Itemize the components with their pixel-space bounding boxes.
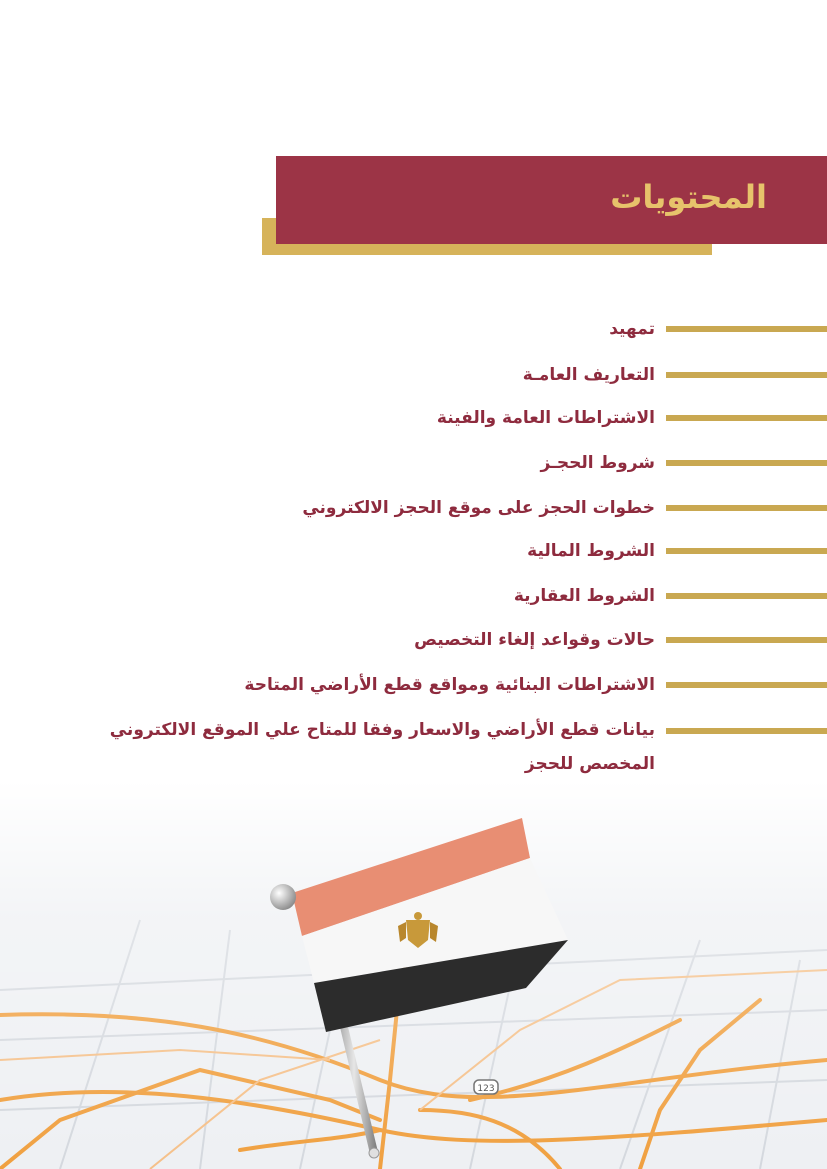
toc-leader-line [666,637,827,643]
toc-item-label: تمهيد [609,319,655,339]
toc-leader-line [666,460,827,466]
toc-item-label: الشروط المالية [527,541,655,561]
toc-item-cancellation-rules[interactable] [0,626,827,656]
toc-item-financial-terms[interactable] [0,537,827,567]
toc-leader-line [666,593,827,599]
toc-item-land-data-prices[interactable] [0,717,827,777]
toc-leader-line [666,415,827,421]
toc-item-introduction[interactable] [0,315,827,345]
map-illustration [0,780,827,1169]
toc-item-label: الاشتراطات البنائية ومواقع قطع الأراضي المتاحة [244,675,655,695]
toc-item-building-requirements[interactable] [0,671,827,701]
toc-item-label: بيانات قطع الأراضي والاسعار وفقا للمتاح علي الموقع الالكتروني المخصص للحجز [109,720,655,774]
toc-leader-line [666,548,827,554]
header-banner [276,156,827,244]
toc-item-label: خطوات الحجز على موقع الحجز الالكتروني [302,498,655,518]
toc-leader-line [666,326,827,332]
toc-leader-line [666,682,827,688]
toc-item-booking-conditions[interactable] [0,449,827,479]
toc-item-definitions[interactable] [0,361,827,391]
toc-leader-line [666,728,827,734]
toc-item-label: شروط الحجـز [540,453,655,473]
toc-item-booking-steps[interactable] [0,494,827,524]
toc-item-real-estate-terms[interactable] [0,582,827,612]
toc-leader-line [666,372,827,378]
toc-item-label: الاشتراطات العامة والفينة [436,408,655,428]
page-title: المحتويات [610,178,767,216]
toc-item-label: التعاريف العامـة [522,365,655,385]
toc-item-label: حالات وقواعد إلغاء التخصيص [414,630,655,650]
toc-item-general-technical-requirements[interactable] [0,404,827,434]
toc-leader-line [666,505,827,511]
toc-item-label: الشروط العقارية [513,586,655,606]
